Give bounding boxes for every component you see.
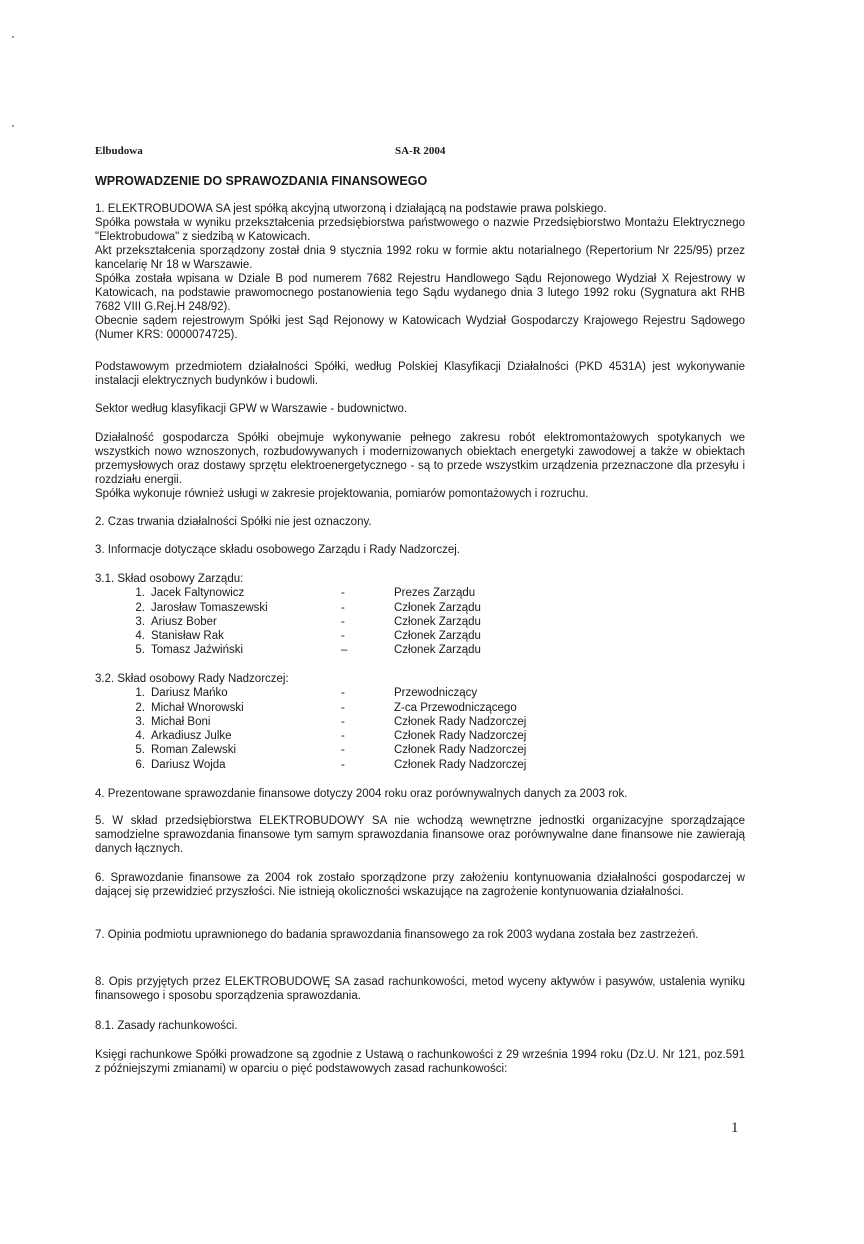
member-name: Ariusz Bober <box>151 615 217 628</box>
member-role: Prezes Zarządu <box>394 587 476 600</box>
section-3: 3. Informacje dotyczące składu osobowego Zarządu i Rady Nadzorczej. <box>95 544 460 556</box>
member-name: Arkadiusz Julke <box>151 730 232 743</box>
scan-speck <box>12 125 14 127</box>
member-num: 5. <box>135 644 145 657</box>
member-num: 3. <box>135 715 145 728</box>
member-name: Michał Boni <box>151 715 211 728</box>
member-row <box>95 629 745 643</box>
member-dash: – <box>341 644 348 657</box>
member-num: 6. <box>135 758 145 771</box>
paragraph: Działalność gospodarcza Spółki obejmuje wykonywanie pełnego zakresu robót elektromontażowych spotykanych we wszystkich nowo wznoszonych, rozbudowywanych i modernizowanych obiektach energetyki zawodowej a także w obiektach przemysłowych oraz dostawy sprzętu elektroenergetycznego - są to przede wszystkim urządzenia przeznaczone dla przesyłu i rozdziału energii. <box>95 432 745 486</box>
board-list <box>95 572 745 658</box>
member-dash: - <box>341 630 345 643</box>
paragraph: Spółka została wpisana w Dziale B pod numerem 7682 Rejestru Handlowego Sądu Rejonowego Wydział X Rejestrowy w Katowicach, na podstawie prawomocnego postanowienia tego Sądu wydanego dnia 3 lutego 1992 roku (Sygnatura akt RHB 7682 VIII G.Rej.H 248/92). <box>95 273 745 313</box>
paragraph: Spółka wykonuje również usługi w zakresie projektowania, pomiarów pomontażowych i rozruchu. <box>95 488 589 500</box>
member-row <box>95 586 745 600</box>
member-num: 4. <box>135 730 145 743</box>
member-name: Stanisław Rak <box>151 630 224 643</box>
member-name: Roman Zalewski <box>151 744 236 757</box>
member-dash: - <box>341 615 345 628</box>
member-row <box>95 701 745 715</box>
member-row <box>95 758 745 772</box>
member-name: Michał Wnorowski <box>151 701 244 714</box>
member-role: Członek Rady Nadzorczej <box>394 715 527 728</box>
sector-paragraph: Sektor według klasyfikacji GPW w Warszawie - budownictwo. <box>95 403 408 415</box>
paragraph: Akt przekształcenia sporządzony został dnia 9 stycznia 1992 roku w formie aktu notarialnego (Repertorium Nr 225/95) przez kancelarię Nr 18 w Warszawie. <box>95 245 745 271</box>
member-name: Tomasz Jaźwiński <box>151 644 244 657</box>
member-role: Członek Rady Nadzorczej <box>394 730 527 743</box>
member-row <box>95 743 745 757</box>
member-dash: - <box>341 687 345 700</box>
member-role: Członek Zarządu <box>394 601 481 614</box>
business-section <box>95 431 745 501</box>
member-role: Przewodniczący <box>394 687 478 700</box>
section-1 <box>95 202 745 342</box>
supervisory-heading: 3.2. Skład osobowy Rady Nadzorczej: <box>95 673 289 685</box>
section-7: 7. Opinia podmiotu uprawnionego do badania sprawozdania finansowego za rok 2003 wydana została bez zastrzeżeń. <box>95 929 699 941</box>
section-2: 2. Czas trwania działalności Spółki nie jest oznaczony. <box>95 516 372 528</box>
member-row <box>95 715 745 729</box>
header-report-code: SA-R 2004 <box>395 145 446 157</box>
member-role: Członek Rady Nadzorczej <box>394 744 527 757</box>
member-dash: - <box>341 758 345 771</box>
supervisory-list <box>95 672 745 772</box>
member-num: 2. <box>135 601 145 614</box>
page-title: WPROWADZENIE DO SPRAWOZDANIA FINANSOWEGO <box>95 174 428 188</box>
member-num: 1. <box>135 587 145 600</box>
member-dash: - <box>341 601 345 614</box>
member-dash: - <box>341 587 345 600</box>
member-num: 4. <box>135 630 145 643</box>
member-row <box>95 686 745 700</box>
member-num: 2. <box>135 701 145 714</box>
member-dash: - <box>341 701 345 714</box>
section-8-1: 8.1. Zasady rachunkowości. <box>95 1020 238 1032</box>
board-heading: 3.1. Skład osobowy Zarządu: <box>95 573 244 585</box>
member-row <box>95 615 745 629</box>
member-role: Członek Rady Nadzorczej <box>394 758 527 771</box>
section-8: 8. Opis przyjętych przez ELEKTROBUDOWĘ SA zasad rachunkowości, metod wyceny aktywów i pasywów, ustalenia wyniku finansowego i sposobu sporządzenia sprawozdania. <box>95 976 745 1002</box>
page-number: 1 <box>731 1120 739 1136</box>
section-4: 4. Prezentowane sprawozdanie finansowe dotyczy 2004 roku oraz porównywalnych danych za 2003 rok. <box>95 788 628 800</box>
member-name: Jarosław Tomaszewski <box>151 601 268 614</box>
member-dash: - <box>341 744 345 757</box>
paragraph: Spółka powstała w wyniku przekształcenia przedsiębiorstwa państwowego o nazwie Przedsiębiorstwo Montażu Elektrycznego "Elektrobudowa" z siedzibą w Katowicach. <box>95 217 745 243</box>
section-6: 6. Sprawozdanie finansowe za 2004 rok zostało sporządzone przy założeniu kontynuowania działalności gospodarczej w dającej się przewidzieć przyszłości. Nie istnieją okoliczności wskazujące na zagrożenie kontynuowania działalności. <box>95 872 745 898</box>
paragraph: 1. ELEKTROBUDOWA SA jest spółką akcyjną utworzoną i działającą na podstawie prawa polskiego. <box>95 203 607 215</box>
activity-paragraph: Podstawowym przedmiotem działalności Spółki, według Polskiej Klasyfikacji Działalności (PKD 4531A) jest wykonywanie instalacji elektrycznych budynków i budowli. <box>95 361 745 387</box>
member-name: Dariusz Mańko <box>151 687 228 700</box>
paragraph: Obecnie sądem rejestrowym Spółki jest Sąd Rejonowy w Katowicach Wydział Gospodarczy Krajowego Rejestru Sądowego (Numer KRS: 0000074725). <box>95 315 745 341</box>
member-row <box>95 601 745 615</box>
member-name: Jacek Faltynowicz <box>151 587 245 600</box>
scan-speck <box>12 36 14 38</box>
member-role: Członek Zarządu <box>394 615 481 628</box>
books-paragraph: Księgi rachunkowe Spółki prowadzone są zgodnie z Ustawą o rachunkowości z 29 września 1994 roku (Dz.U. Nr 121, poz.591 z późniejszymi zmianami) w oparciu o pięć podstawowych zasad rachunkowości: <box>95 1049 745 1075</box>
member-role: Członek Zarządu <box>394 644 481 657</box>
header-company: Elbudowa <box>95 145 143 157</box>
member-row <box>95 643 745 657</box>
member-dash: - <box>341 730 345 743</box>
member-num: 3. <box>135 615 145 628</box>
member-row <box>95 729 745 743</box>
member-num: 1. <box>135 687 145 700</box>
member-role: Z-ca Przewodniczącego <box>394 701 517 714</box>
member-num: 5. <box>135 744 145 757</box>
member-name: Dariusz Wojda <box>151 758 226 771</box>
section-5: 5. W skład przedsiębiorstwa ELEKTROBUDOWY SA nie wchodzą wewnętrzne jednostki organizacyjne sporządzające samodzielne sprawozdania finansowe tym samym sprawozdania finansowe oraz porównywalne dane finansowe nie zawierają danych łącznych. <box>95 815 745 855</box>
member-role: Członek Zarządu <box>394 630 481 643</box>
member-dash: - <box>341 715 345 728</box>
